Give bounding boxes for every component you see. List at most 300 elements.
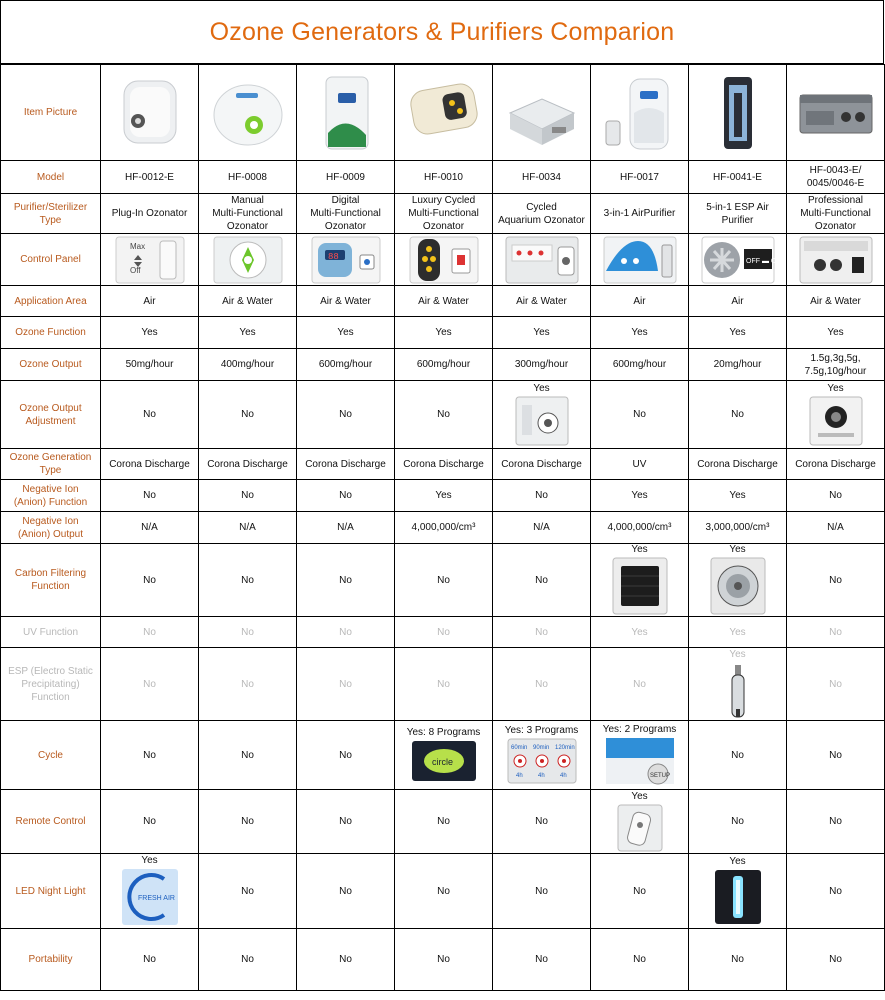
table-cell (199, 480, 297, 512)
product-photo (110, 73, 190, 153)
cell-value: No (437, 816, 450, 827)
cell-value: Yes (827, 382, 844, 394)
table-cell (493, 480, 591, 512)
table-cell (493, 790, 591, 854)
cell-value: Air (633, 295, 646, 307)
cell-value: N/A (337, 522, 354, 533)
table-cell (395, 286, 493, 317)
table-cell (395, 790, 493, 854)
row-label (1, 648, 101, 721)
table-row (1, 349, 885, 381)
control-panel-photo (504, 235, 580, 285)
cell-value: 600mg/hour (612, 359, 667, 370)
cell-value: No (535, 678, 548, 690)
table-cell (199, 65, 297, 161)
control-panel-photo (602, 235, 678, 285)
table-cell (199, 512, 297, 544)
cell-value: Yes (729, 327, 746, 338)
table-cell (493, 234, 591, 286)
table-row (1, 381, 885, 449)
table-cell (395, 449, 493, 480)
cell-value: Air (143, 295, 156, 307)
table-cell (297, 790, 395, 854)
table-cell (591, 790, 689, 854)
svg-text:90min: 90min (532, 745, 549, 751)
table-cell (493, 544, 591, 617)
cell-value: 50mg/hour (125, 359, 174, 370)
cell-value: Yes (337, 327, 354, 338)
page-title: Ozone Generators & Purifiers Comparion (0, 0, 884, 64)
cell-value: No (339, 678, 352, 690)
row-label (1, 721, 101, 790)
cell-value: No (241, 490, 254, 501)
cell-value: Yes (435, 490, 452, 501)
cell-value: Corona Discharge (207, 458, 288, 470)
table-cell (101, 512, 199, 544)
table-cell (101, 929, 199, 991)
control-panel-photo (308, 235, 384, 285)
table-cell (787, 544, 885, 617)
table-cell (689, 194, 787, 234)
cell-value: No (241, 816, 254, 827)
table-cell (101, 480, 199, 512)
table-cell (787, 480, 885, 512)
row-label-text: Application Area (14, 295, 87, 307)
table-cell (591, 317, 689, 349)
table-cell (591, 449, 689, 480)
cell-value: No (437, 678, 450, 690)
row-label-text: Portability (28, 954, 73, 965)
table-row (1, 449, 885, 480)
table-cell (591, 854, 689, 929)
table-cell (199, 381, 297, 449)
row-label-text: Cycle (37, 749, 63, 761)
table-cell (101, 790, 199, 854)
cell-value: No (731, 954, 744, 965)
cell-value: No (633, 954, 646, 965)
cell-value: No (143, 626, 156, 638)
cell-value: No (143, 409, 156, 420)
table-cell (689, 790, 787, 854)
cell-value: Air & Water (516, 295, 567, 307)
table-cell (297, 234, 395, 286)
cell-value: Yes: 2 Programs (602, 724, 677, 735)
cell-value: No (829, 749, 842, 761)
table-cell (297, 194, 395, 234)
cell-value: Air & Water (810, 295, 861, 307)
svg-text:60min: 60min (510, 745, 527, 751)
table-cell (101, 161, 199, 194)
product-photo (502, 73, 582, 153)
table-cell (689, 317, 787, 349)
table-cell (101, 381, 199, 449)
table-cell (101, 349, 199, 381)
cell-value: 5-in-1 ESP Air Purifier (706, 201, 769, 226)
table-cell (787, 194, 885, 234)
row-label-text: UV Function (22, 626, 79, 638)
table-cell (101, 544, 199, 617)
row-label (1, 65, 101, 161)
table-cell (395, 317, 493, 349)
svg-text:4h: 4h (515, 773, 523, 779)
cell-value: HF-0043-E/ 0045/0046-E (806, 165, 865, 189)
table-cell (689, 512, 787, 544)
row-label (1, 617, 101, 648)
row-label (1, 234, 101, 286)
cell-value: No (339, 885, 352, 897)
cell-value: No (535, 490, 548, 501)
table-cell (199, 286, 297, 317)
cell-value: HF-0009 (326, 171, 365, 183)
table-cell (101, 721, 199, 790)
table-cell (591, 286, 689, 317)
table-cell (787, 854, 885, 929)
table-cell (101, 234, 199, 286)
table-cell (395, 381, 493, 449)
cell-value: No (731, 749, 744, 761)
row-label-text: Control Panel (20, 254, 81, 265)
table-cell (101, 449, 199, 480)
table-cell (297, 161, 395, 194)
cell-value: Air & Water (418, 295, 469, 307)
cell-value: No (241, 626, 254, 638)
cell-value: No (143, 816, 156, 827)
cell-value: 600mg/hour (318, 359, 373, 370)
cell-value: No (535, 816, 548, 827)
table-cell (689, 480, 787, 512)
cell-value: UV (632, 458, 647, 470)
cell-value: N/A (239, 522, 256, 533)
cell-value: No (535, 626, 548, 638)
row-label-text: Purifier/Sterilizer Type (13, 201, 88, 226)
cell-value: Yes (729, 626, 746, 638)
cell-value: No (829, 885, 842, 897)
table-cell (689, 449, 787, 480)
table-cell (101, 286, 199, 317)
row-label (1, 349, 101, 381)
cell-value: Corona Discharge (109, 458, 190, 470)
table-cell (199, 161, 297, 194)
cell-value: 600mg/hour (416, 359, 471, 370)
table-cell (591, 480, 689, 512)
cell-value: No (633, 678, 646, 690)
product-photo (208, 73, 288, 153)
feature-photo (120, 867, 180, 927)
cell-value: Plug-In Ozonator (111, 208, 188, 219)
cell-value: N/A (827, 522, 844, 533)
table-cell (493, 286, 591, 317)
table-cell (493, 317, 591, 349)
feature-photo (611, 556, 669, 616)
cell-value: Cycled Aquarium Ozonator (498, 201, 585, 226)
table-cell (297, 648, 395, 721)
table-row (1, 65, 885, 161)
feature-photo (616, 803, 664, 853)
row-label-text: Model (36, 171, 65, 183)
table-cell (297, 480, 395, 512)
cell-value: No (143, 954, 156, 965)
cell-value: Air & Water (320, 295, 371, 307)
table-cell (493, 449, 591, 480)
cell-value: No (143, 490, 156, 501)
cell-value: No (731, 816, 744, 827)
cell-value: 20mg/hour (713, 359, 762, 370)
cell-value: HF-0010 (424, 171, 463, 183)
cell-value: No (633, 409, 646, 420)
row-label (1, 161, 101, 194)
row-label-text: Ozone Generation Type (9, 452, 92, 476)
cell-value: No (829, 574, 842, 586)
table-cell (787, 349, 885, 381)
control-panel-photo (798, 235, 874, 285)
control-panel-photo (700, 235, 781, 285)
cell-value: Professional Multi-Functional Ozonator (800, 195, 871, 232)
table-cell (101, 617, 199, 648)
table-cell (101, 194, 199, 234)
cell-value: HF-0017 (620, 171, 659, 183)
cell-value: Yes (533, 327, 550, 338)
row-label-text: Negative Ion (Anion) Function (13, 483, 88, 508)
table-cell (199, 854, 297, 929)
feature-photo (410, 739, 478, 783)
table-cell (591, 194, 689, 234)
table-cell (395, 617, 493, 648)
table-cell (395, 65, 493, 161)
product-photo (306, 73, 386, 153)
table-cell (787, 161, 885, 194)
cell-value: Digital Multi-Functional Ozonator (310, 195, 381, 232)
cell-value: No (437, 885, 450, 897)
cell-value: No (339, 490, 352, 501)
cell-value: Luxury Cycled Multi-Functional Ozonator (408, 195, 479, 232)
cell-value: No (339, 816, 352, 827)
cell-value: N/A (141, 522, 158, 533)
table-cell (297, 617, 395, 648)
svg-text:Off: Off (129, 265, 141, 275)
row-label-text: Remote Control (15, 816, 86, 827)
table-cell (591, 512, 689, 544)
table-cell (297, 65, 395, 161)
cell-value: No (241, 749, 254, 761)
table-cell (787, 381, 885, 449)
cell-value: No (339, 626, 352, 638)
cell-value: No (339, 954, 352, 965)
table-cell (101, 65, 199, 161)
svg-text:4h: 4h (537, 773, 545, 779)
table-cell (101, 648, 199, 721)
table-cell (689, 721, 787, 790)
table-row (1, 234, 885, 286)
table-cell (493, 721, 591, 790)
control-panel-photo (112, 235, 188, 285)
cell-value: Corona Discharge (501, 458, 582, 470)
cell-value: No (437, 574, 450, 586)
row-label (1, 449, 101, 480)
product-photo (600, 73, 680, 153)
cell-value: No (241, 954, 254, 965)
cell-value: No (437, 954, 450, 965)
cell-value: Yes (729, 856, 746, 867)
cell-value: HF-0012-E (125, 171, 174, 183)
row-label (1, 929, 101, 991)
cell-value: No (829, 954, 842, 965)
table-cell (787, 648, 885, 721)
table-cell (689, 286, 787, 317)
cell-value: Yes (631, 327, 648, 338)
table-cell (199, 790, 297, 854)
table-cell (787, 317, 885, 349)
table-row (1, 854, 885, 929)
table-cell (199, 194, 297, 234)
cell-value: Yes (533, 382, 550, 394)
table-cell (591, 544, 689, 617)
svg-text:120min: 120min (554, 745, 575, 751)
svg-text:4h: 4h (559, 773, 567, 779)
product-photo (796, 73, 876, 153)
table-cell (101, 317, 199, 349)
table-cell (787, 65, 885, 161)
table-cell (297, 286, 395, 317)
cell-value: No (143, 678, 156, 690)
feature-photo (709, 556, 767, 616)
row-label-text: Ozone Output (19, 359, 82, 370)
cell-value: No (829, 490, 842, 501)
cell-value: No (829, 626, 842, 638)
table-cell (199, 721, 297, 790)
cell-value: 3-in-1 AirPurifier (603, 208, 676, 219)
table-cell (591, 65, 689, 161)
row-label (1, 317, 101, 349)
row-label-text: Item Picture (23, 107, 78, 118)
table-cell (689, 617, 787, 648)
row-label (1, 790, 101, 854)
table-cell (591, 721, 689, 790)
table-cell (493, 648, 591, 721)
table-cell (199, 234, 297, 286)
cell-value: Yes (239, 327, 256, 338)
cell-value: No (535, 954, 548, 965)
table-cell (493, 617, 591, 648)
table-cell (787, 286, 885, 317)
table-cell (199, 617, 297, 648)
cell-value: No (339, 409, 352, 420)
table-cell (493, 194, 591, 234)
row-label-text: LED Night Light (15, 885, 86, 897)
cell-value: Yes (729, 490, 746, 501)
table-cell (395, 544, 493, 617)
table-cell (689, 648, 787, 721)
feature-photo (808, 395, 864, 447)
cell-value: Yes (631, 626, 648, 638)
cell-value: Corona Discharge (697, 458, 778, 470)
cell-value: 3,000,000/cm³ (705, 522, 770, 533)
table-cell (395, 648, 493, 721)
table-cell (395, 349, 493, 381)
table-row (1, 790, 885, 854)
table-cell (493, 854, 591, 929)
table-cell (199, 544, 297, 617)
cell-value: HF-0008 (228, 171, 267, 183)
table-row (1, 617, 885, 648)
svg-text:SETUP: SETUP (649, 773, 670, 779)
svg-text:OFF ▬ ON: OFF ▬ ON (745, 257, 781, 265)
cell-value: No (829, 816, 842, 827)
table-row (1, 480, 885, 512)
table-cell (297, 544, 395, 617)
cell-value: No (535, 574, 548, 586)
table-cell (297, 512, 395, 544)
table-cell (297, 381, 395, 449)
cell-value: Air & Water (222, 295, 273, 307)
cell-value: No (241, 409, 254, 420)
row-label (1, 480, 101, 512)
svg-text:circle: circle (431, 757, 453, 767)
row-label (1, 512, 101, 544)
cell-value: No (437, 626, 450, 638)
table-cell (591, 234, 689, 286)
feature-photo (514, 395, 570, 447)
svg-text:88: 88 (327, 251, 339, 262)
table-cell (787, 512, 885, 544)
cell-value: No (437, 409, 450, 420)
cell-value: Yes: 3 Programs (504, 725, 579, 736)
row-label (1, 381, 101, 449)
control-panel-photo (210, 235, 286, 285)
product-photo (698, 73, 778, 153)
row-label (1, 854, 101, 929)
table-cell (297, 854, 395, 929)
comparison-table (0, 64, 885, 991)
table-row (1, 929, 885, 991)
cell-value: Yes (435, 327, 452, 338)
table-cell (787, 721, 885, 790)
table-cell (493, 929, 591, 991)
table-cell (591, 161, 689, 194)
feature-photo (604, 736, 676, 786)
cell-value: No (829, 678, 842, 690)
table-row (1, 286, 885, 317)
table-cell (395, 512, 493, 544)
table-cell (591, 617, 689, 648)
table-cell (199, 317, 297, 349)
table-cell (297, 317, 395, 349)
table-cell (101, 854, 199, 929)
cell-value: HF-0034 (522, 171, 561, 183)
cell-value: No (535, 885, 548, 897)
control-panel-photo (406, 235, 482, 285)
table-cell (493, 349, 591, 381)
table-cell (591, 648, 689, 721)
cell-value: Corona Discharge (305, 458, 386, 470)
table-cell (199, 929, 297, 991)
cell-value: No (241, 885, 254, 897)
table-cell (689, 161, 787, 194)
feature-photo (506, 737, 578, 785)
cell-value: Yes (141, 327, 158, 338)
row-label-text: Ozone Output Adjustment (19, 402, 82, 427)
row-label (1, 286, 101, 317)
cell-value: Yes (827, 327, 844, 338)
table-cell (689, 65, 787, 161)
cell-value: No (143, 749, 156, 761)
table-row (1, 721, 885, 790)
cell-value: Manual Multi-Functional Ozonator (212, 195, 283, 232)
svg-text:FRESH AIR: FRESH AIR (137, 895, 175, 902)
table-cell (689, 381, 787, 449)
row-label-text: ESP (Electro Static Precipitating) Function (8, 665, 93, 703)
table-cell (493, 512, 591, 544)
table-cell (689, 234, 787, 286)
